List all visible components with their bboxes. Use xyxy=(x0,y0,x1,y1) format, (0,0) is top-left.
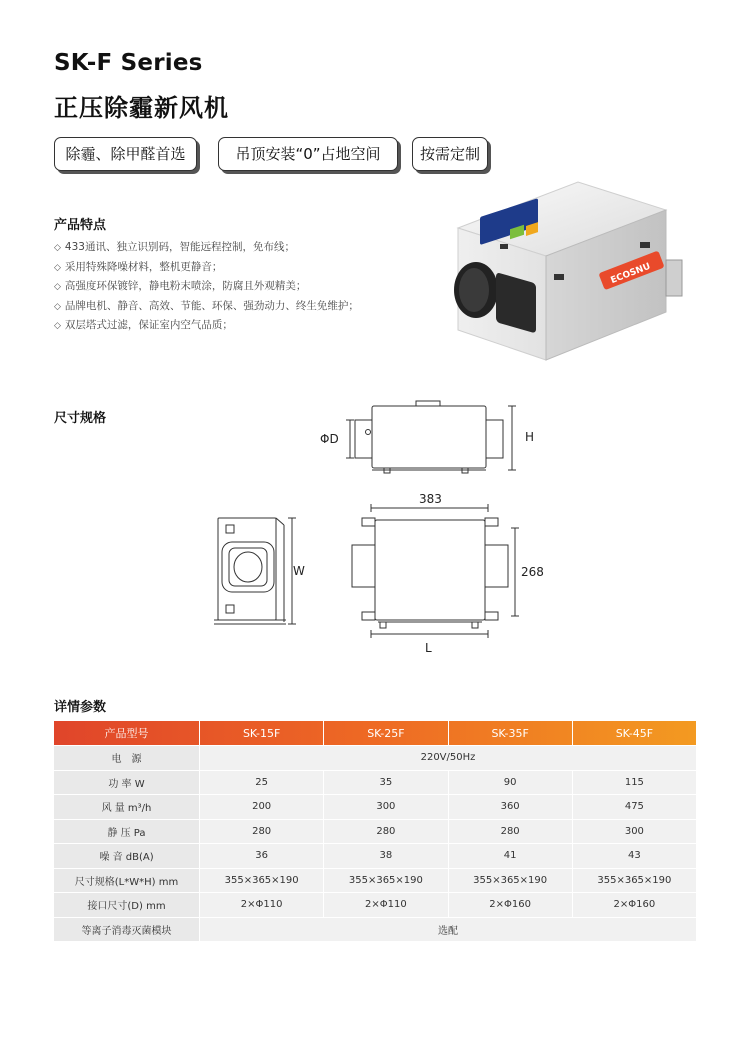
feature-item: ◇ 高强度环保镀锌，静电粉末喷涂，防腐且外观精美； xyxy=(54,280,307,292)
dim-length-label: L xyxy=(425,641,432,655)
table-cell: 280 xyxy=(324,820,448,845)
params-header-row xyxy=(54,721,697,746)
table-cell: 355×365×190 xyxy=(200,869,324,894)
diamond-icon: ◇ xyxy=(54,301,61,312)
row-label: 静 压 Pa xyxy=(54,820,200,845)
diamond-icon: ◇ xyxy=(54,243,61,253)
diamond-icon: ◇ xyxy=(54,282,61,292)
features-title: 产品特点 xyxy=(54,218,107,233)
header-cell: SK-25F xyxy=(324,721,448,746)
dim-diameter-label: ΦD xyxy=(320,432,339,446)
table-cell: 355×365×190 xyxy=(449,869,573,894)
table-row xyxy=(54,869,697,894)
table-cell: 200 xyxy=(200,795,324,820)
table-cell: 25 xyxy=(200,771,324,796)
top-view xyxy=(352,492,544,655)
table-cell: 280 xyxy=(449,820,573,845)
table-cell: 355×365×190 xyxy=(573,869,697,894)
header-cell: SK-35F xyxy=(449,721,573,746)
table-row xyxy=(54,795,697,820)
table-cell: 355×365×190 xyxy=(324,869,448,894)
table-row xyxy=(54,771,697,796)
table-cell: 2×Φ110 xyxy=(200,893,324,918)
table-cell: 35 xyxy=(324,771,448,796)
dimension-drawing xyxy=(0,390,750,670)
table-cell: 300 xyxy=(324,795,448,820)
features-list xyxy=(54,238,359,336)
row-label: 电 源 xyxy=(54,746,200,771)
product-title: 正压除霾新风机 xyxy=(54,94,229,122)
table-cell: 220V/50Hz xyxy=(200,746,697,771)
table-cell: 2×Φ160 xyxy=(573,893,697,918)
table-row xyxy=(54,844,697,869)
feature-item: ◇ 品牌电机、静音、高效、节能、环保、强劲动力、终生免维护； xyxy=(54,299,359,312)
table-cell: 475 xyxy=(573,795,697,820)
diamond-icon: ◇ xyxy=(54,262,61,273)
table-cell: 115 xyxy=(573,771,697,796)
table-cell: 90 xyxy=(449,771,573,796)
row-label: 等离子消毒灭菌模块 xyxy=(54,918,200,943)
table-cell: 43 xyxy=(573,844,697,869)
table-cell: 300 xyxy=(573,820,697,845)
diamond-icon: ◇ xyxy=(54,321,61,331)
front-view xyxy=(214,518,305,624)
tag-custom: 按需定制 xyxy=(412,137,488,171)
table-row xyxy=(54,820,697,845)
side-view xyxy=(320,401,534,473)
dim-w-label: W xyxy=(293,564,305,578)
product-photo xyxy=(440,180,700,370)
series-title: SK-F Series xyxy=(54,50,203,76)
tag-ceiling-install: 吊顶安装“0”占地空间 xyxy=(218,137,398,171)
feature-item: ◇ 双层塔式过滤，保证室内空气品质； xyxy=(54,319,233,331)
dim-height-label: H xyxy=(525,430,535,444)
feature-item: ◇ 433通讯、独立识别码，智能远程控制，免布线； xyxy=(54,241,295,253)
row-label: 噪 音 dB(A) xyxy=(54,844,200,869)
table-row xyxy=(54,893,697,918)
row-label: 功 率 W xyxy=(54,771,200,796)
row-label: 接口尺寸(D) mm xyxy=(54,893,200,918)
table-cell: 280 xyxy=(200,820,324,845)
table-row xyxy=(54,746,697,771)
table-cell: 2×Φ110 xyxy=(324,893,448,918)
header-cell: SK-45F xyxy=(573,721,697,746)
dimensions-title: 尺寸规格 xyxy=(54,411,107,426)
table-cell: 38 xyxy=(324,844,448,869)
dim-width-value: 383 xyxy=(419,492,442,506)
tag-haze-formaldehyde: 除霾、除甲醛首选 xyxy=(54,137,197,171)
header-cell: 产品型号 xyxy=(54,721,200,746)
feature-item: ◇ 采用特殊降噪材料，整机更静音； xyxy=(54,260,223,273)
row-label: 风 量 m³/h xyxy=(54,795,200,820)
dim-height-value: 268 xyxy=(521,565,544,579)
table-cell: 41 xyxy=(449,844,573,869)
params-title: 详情参数 xyxy=(54,700,107,715)
row-label: 尺寸规格(L*W*H) mm xyxy=(54,869,200,894)
table-cell: 36 xyxy=(200,844,324,869)
params-table xyxy=(54,721,697,942)
table-cell: 2×Φ160 xyxy=(449,893,573,918)
table-cell: 选配 xyxy=(200,918,697,943)
table-cell: 360 xyxy=(449,795,573,820)
header-cell: SK-15F xyxy=(200,721,324,746)
brand-label: ECOSNU xyxy=(609,261,652,287)
table-row xyxy=(54,918,697,943)
